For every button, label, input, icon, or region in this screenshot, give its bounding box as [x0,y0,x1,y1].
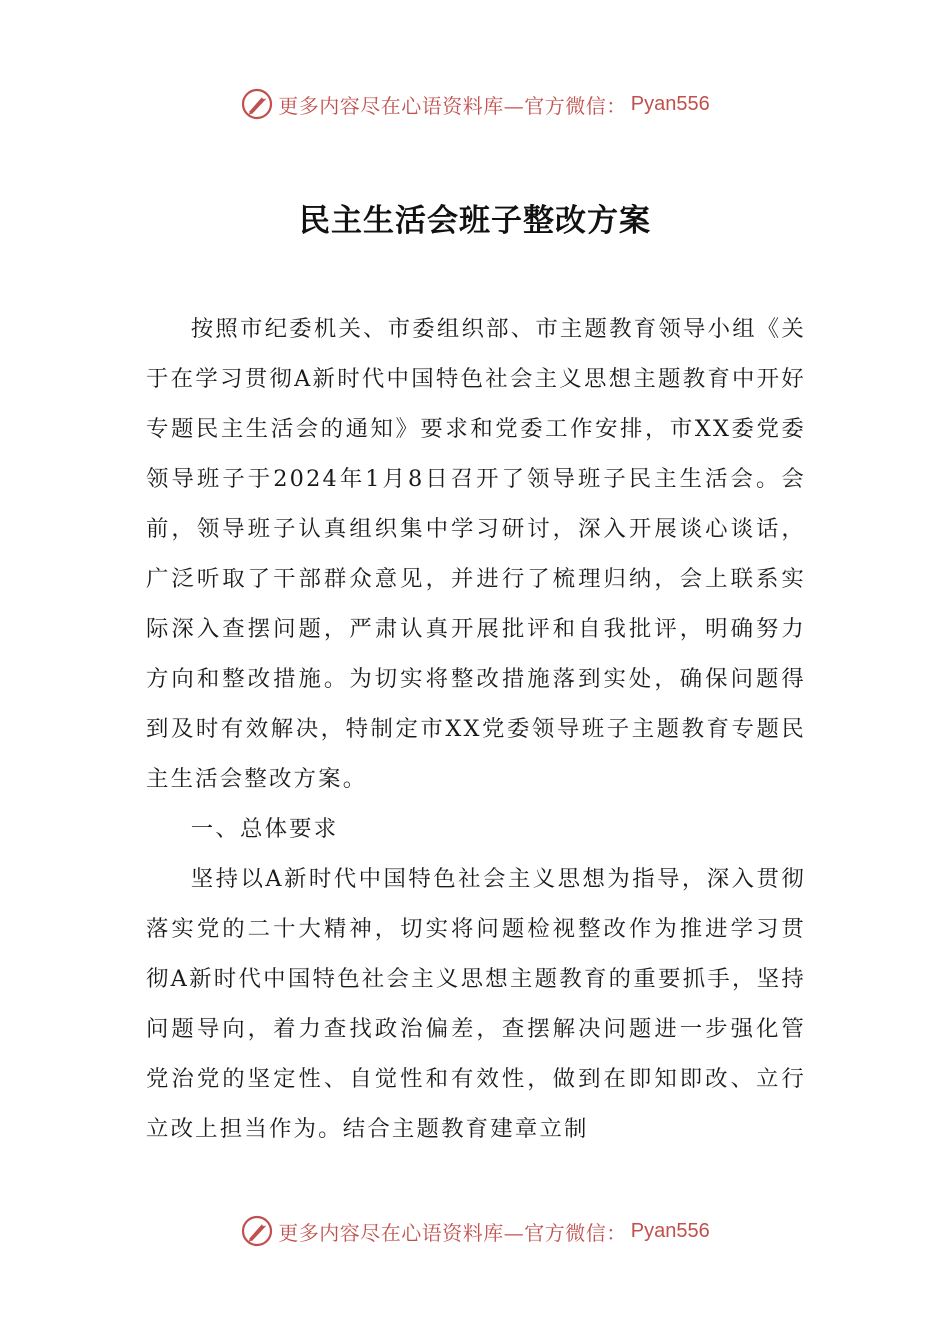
watermark-text: 更多内容尽在心语资料库—官方微信： [278,93,627,118]
intro-paragraph: 按照市纪委机关、市委组织部、市主题教育领导小组《关于在学习贯彻A新时代中国特色社会主义思想主题教育中开好专题民主生活会的通知》要求和党委工作安排，市XX委党委领导班子于2024年1月8日召开了领导班子民主生活会。会前，领导班子认真组织集中学习研讨，深入开展谈心谈话，广泛听取了干部群众意见，并进行了梳理归纳，会上联系实际深入查摆问题，严肃认真开展批评和自我批评，明确努力方向和整改措施。为切实将整改措施落到实处，确保问题得到及时有效解决，特制定市XX党委领导班子主题教育专题民主生活会整改方案。 [146,316,806,792]
pen-logo-icon [240,1214,274,1248]
document-title: 民主生活会班子整改方案 [299,202,651,239]
body-paragraph: 坚持以A新时代中国特色社会主义思想为指导，深入贯彻落实党的二十大精神，切实将问题检视整改作为推进学习贯彻A新时代中国特色社会主义思想主题教育的重要抓手，坚持问题导向，着力查找政治偏差，查摆解决问题进一步强化管党治党的坚定性、自觉性和有效性，做到在即知即改、立行立改上担当作为。结合主题教育建章立制 [146,866,806,1142]
section-heading: 一、总体要求 [190,816,339,842]
footer-watermark [0,1211,950,1251]
header-watermark [0,84,950,124]
document-body [146,304,806,1154]
watermark-account: Pyan556 [630,92,710,115]
watermark-account: Pyan556 [630,1219,710,1242]
pen-logo-icon [240,87,274,121]
watermark-text: 更多内容尽在心语资料库—官方微信： [278,1220,627,1245]
